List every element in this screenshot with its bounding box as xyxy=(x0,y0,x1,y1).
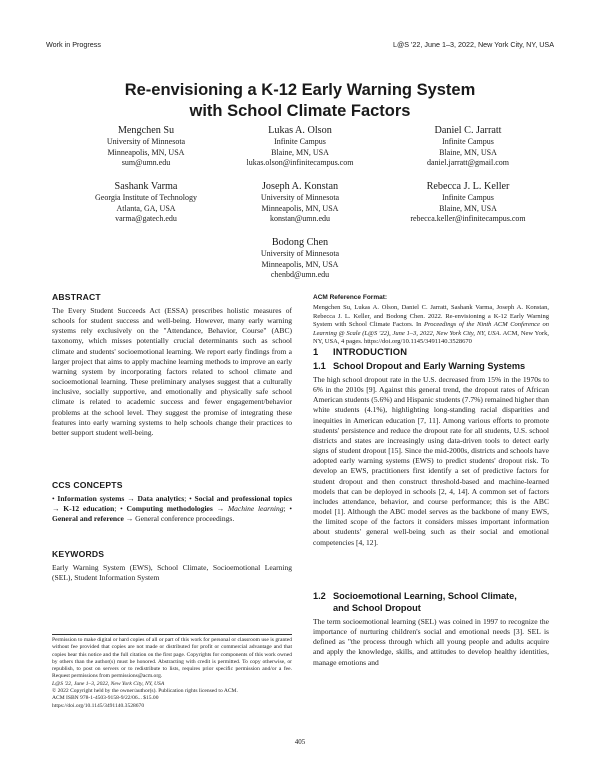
author-email: sum@umn.edu xyxy=(121,158,171,168)
permission-copyright: © 2022 Copyright held by the owner/author(s). Publication rights licensed to ACM. xyxy=(52,688,238,695)
author-block xyxy=(56,124,236,169)
author-affiliation: University of Minnesota xyxy=(106,137,186,146)
author-block xyxy=(210,180,390,225)
author-name: Joseph A. Konstan xyxy=(261,181,339,192)
author-email: varma@gatech.edu xyxy=(115,214,177,224)
author-block xyxy=(210,236,390,281)
author-email: daniel.jarratt@gmail.com xyxy=(426,158,509,168)
ccs-heading: CCS CONCEPTS xyxy=(52,480,123,490)
acm-reference-heading: ACM Reference Format: xyxy=(313,294,388,301)
keywords-text: Early Warning System (EWS), School Climate, Socioemotional Learning (SEL), Student Information System xyxy=(52,563,292,583)
permission-block xyxy=(52,637,292,710)
author-email: rebecca.keller@infinitecampus.com xyxy=(410,214,526,224)
keywords-heading: KEYWORDS xyxy=(52,549,105,559)
author-name: Sashank Varma xyxy=(114,181,178,192)
author-name: Rebecca J. L. Keller xyxy=(426,181,510,192)
abstract-text: The Every Student Succeeds Act (ESSA) prescribes holistic measures of schools for student success and well-being. However, many early warning systems rely exclusively on the "Attendance, Behavior, Course" (ABC) taxonomy, which misses potentially crucial determinants such as school climate and students' socioemotional learning. We report early findings from a larger project that aims to apply machine learning methods to improve an early warning system by incorporating factors related to school climate and socioemotional learning. These preliminary analyses suggest that a culturally inclusive, socially supportive, and emotionally and physically safe school climate is related to academic success and fewer engagement/behavior problems at the school level. They suggest the promise of integrating these features into early warning systems to help schools change their practices to better support student well-being. xyxy=(52,306,292,437)
title-line-2: with School Climate Factors xyxy=(189,102,411,120)
ccs-item: • Information systems → Data analytics; xyxy=(52,494,190,503)
ccs-item: • Computing methodologies → Machine learning; xyxy=(120,504,290,514)
intro-heading: 1 INTRODUCTION xyxy=(313,346,408,357)
intro-paragraph-2: The term socioemotional learning (SEL) was coined in 1997 to recognize the importance of nurturing children's social and emotional needs [3]. SEL is defined as "the process through which all young people and adults acquire and apply the knowledge, skills, and attitudes to develop healthy identities, manage emotions and xyxy=(313,617,549,667)
abstract-heading: ABSTRACT xyxy=(52,292,101,302)
page-number: 405 xyxy=(294,738,306,746)
running-header-right: L@S '22, June 1–3, 2022, New York City, NY, USA xyxy=(392,40,554,49)
author-email: chenbd@umn.edu xyxy=(270,270,330,280)
intro-paragraph-1: The high school dropout rate in the U.S. decreased from 15% in the 1970s to 6% in the 2010s [9]. Against this general trend, the dropout rates of African American students (5.6%) and Hispanic students (7.7%) remained higher than white students (4.1%), highlighting long-standing racial disparities and inequities in American education [7, 11]. Among various efforts to promote students' persistence and reduce the dropout rate for all students, U.S. school districts and states are increasingly using data-driven tools to detect early signs of student dropout [15]. Since the mid-2000s, districts and schools have adopted early warning systems (EWS) to predict students' dropout risk. To develop an EWS, practitioners first identify a set of predictive factors for student dropout and then construct threshold-based and machine-learned models that can be deployed in schools [2, 4, 14]. A common set of factors includes attendance, behavior, and course performance; this is the ABC model [1]. Although the ABC model serves as the backbone of many EWS, the limited scope of the factors it considers misses important information about students' general well-being such as their social and emotional competencies [4, 12]. xyxy=(313,375,549,547)
author-location: Blaine, MN, USA xyxy=(271,147,329,157)
author-block xyxy=(210,124,390,169)
running-header-left: Work in Progress xyxy=(46,40,101,49)
ccs-concepts xyxy=(52,494,292,524)
ccs-item: • General and reference → General conference proceedings. xyxy=(52,504,293,524)
author-name: Bodong Chen xyxy=(271,237,329,248)
author-affiliation: University of Minnesota xyxy=(260,249,340,258)
author-location: Blaine, MN, USA xyxy=(439,147,497,157)
author-name: Lukas A. Olson xyxy=(268,125,332,136)
author-block xyxy=(378,180,558,225)
permission-isbn: ACM ISBN 978-1-4503-9158-9/22/06... $15.00 xyxy=(52,695,159,702)
permission-venue: L@S '22, June 1–3, 2022, New York City, NY, USA xyxy=(52,680,165,687)
author-location: Minneapolis, MN, USA xyxy=(261,259,339,269)
author-block xyxy=(56,180,236,225)
footnote-rule xyxy=(52,634,292,635)
author-name: Daniel C. Jarratt xyxy=(434,125,502,136)
subsection-1-2-heading: 1.2 Socioemotional Learning, School Climate, and School Dropout xyxy=(313,591,517,613)
author-affiliation: Infinite Campus xyxy=(274,137,326,146)
subsection-1-1-heading: 1.1 School Dropout and Early Warning Systems xyxy=(313,361,526,371)
permission-text: Permission to make digital or hard copies of all or part of this work for personal or classroom use is granted without fee provided that copies are not made or distributed for profit or commercial advantage and that copies bear this notice and the full citation on the first page. Copyrights for components of this work owned by others than the author(s) must be honored. Abstracting with credit is permitted. To copy otherwise, or republish, to post on servers or to redistribute to lists, requires prior specific permission and/or a fee. Request permissions from permissions@acm.org. xyxy=(52,637,292,680)
title-line-1: Re-envisioning a K-12 Early Warning System xyxy=(124,81,476,99)
permission-doi: https://doi.org/10.1145/3491140.3528670 xyxy=(52,702,145,709)
author-email: konstan@umn.edu xyxy=(269,214,331,224)
author-affiliation: University of Minnesota xyxy=(260,193,340,202)
author-affiliation: Infinite Campus xyxy=(442,193,494,202)
author-location: Minneapolis, MN, USA xyxy=(107,147,185,157)
author-affiliation: Infinite Campus xyxy=(442,137,494,146)
author-location: Blaine, MN, USA xyxy=(439,203,497,213)
acm-reference-text: Mengchen Su, Lukas A. Olson, Daniel C. Jarratt, Sashank Varma, Joseph A. Konstan, Rebecca J. L. Keller, and Bodong Chen. 2022. Re-envisioning a K-12 Early Warning System with School Climate Factors. In Proceedings of the Ninth ACM Conference on Learning @ Scale (L@S '22), June 1–3, 2022, New York City, NY, USA. ACM, New York, NY, USA, 4 pages. https://doi.org/10.1145/3491140.3528670 xyxy=(313,304,549,345)
author-block xyxy=(378,124,558,169)
author-email: lukas.olson@infinitecampus.com xyxy=(246,158,354,168)
author-name: Mengchen Su xyxy=(117,125,175,136)
ccs-item: • Social and professional topics → K-12 education; xyxy=(52,494,293,514)
author-affiliation: Georgia Institute of Technology xyxy=(94,193,197,202)
author-location: Minneapolis, MN, USA xyxy=(261,203,339,213)
author-location: Atlanta, GA, USA xyxy=(116,203,176,213)
paper-title xyxy=(0,80,600,122)
